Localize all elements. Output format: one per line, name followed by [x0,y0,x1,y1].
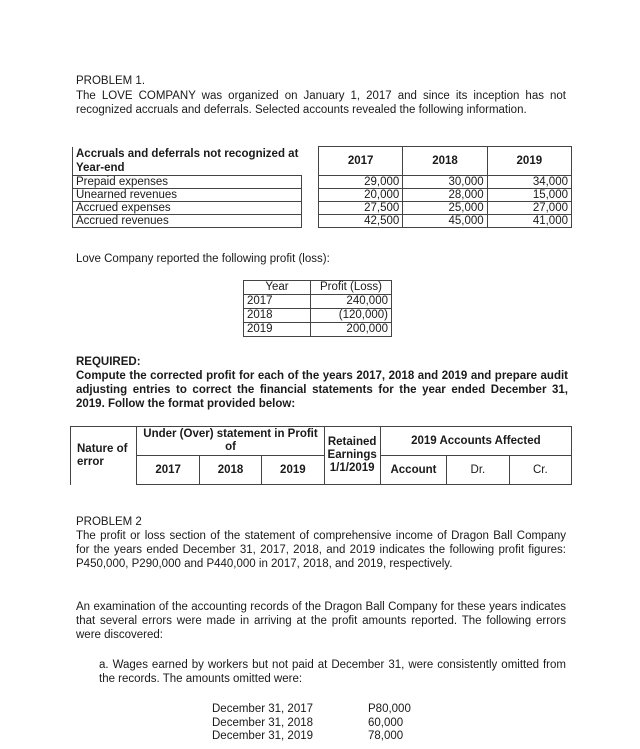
accruals-table-header [73,147,572,176]
cell-value: 42,500 [319,215,403,228]
problem2-title: PROBLEM 2 [76,516,142,528]
list-item: P80,000 [368,703,411,715]
year-header: 2019 [487,147,571,176]
debit-header: Dr. [447,456,509,485]
accruals-table [72,146,572,228]
omitted-dates [212,703,313,744]
year-header: 2017 [319,147,403,176]
required-label: REQUIRED: [76,356,141,368]
table-row [244,323,392,337]
cell-value: 20,000 [319,189,403,202]
table-row [244,295,392,309]
row-label: Prepaid expenses [73,176,302,189]
nature-of-error-header: Nature of error [71,427,137,485]
cell-value: 25,000 [403,202,487,215]
cell-value: 27,000 [487,202,571,215]
profit-table [243,280,392,337]
profit-cell: (120,000) [311,309,392,323]
cell-value: 41,000 [487,215,571,228]
problem2-para2: An examination of the accounting records of the Dragon Ball Company for these years indicates that several errors were made in arriving at the profit amounts reported. The following errors were discovered: [76,601,566,641]
credit-header: Cr. [509,456,571,485]
list-item: 60,000 [368,716,404,729]
cell-value: 27,500 [319,202,403,215]
row-label: Accrued expenses [73,202,302,215]
year-column-header: Year [244,281,311,295]
list-item: 78,000 [368,730,404,742]
year-header: 2018 [199,456,261,485]
year-header: 2017 [137,456,199,485]
row-label: Unearned revenues [73,189,302,202]
cell-value: 30,000 [403,176,487,189]
profit-intro: Love Company reported the following profit (loss): [76,253,330,265]
omitted-amounts [368,703,411,744]
account-header: Account [380,456,446,485]
table-row [244,309,392,323]
problem1-title: PROBLEM 1. [76,75,146,87]
accounts-affected-header: 2019 Accounts Affected [380,427,571,456]
year-cell: 2019 [244,323,311,337]
under-over-header: Under (Over) statement in Profit of [137,427,324,456]
profit-column-header: Profit (Loss) [311,281,392,295]
year-header: 2019 [262,456,324,485]
year-header: 2018 [403,147,487,176]
year-cell: 2018 [244,309,311,323]
table-row [73,176,572,189]
cell-value: 45,000 [403,215,487,228]
cell-value: 15,000 [487,189,571,202]
list-item: December 31, 2019 [212,730,314,742]
cell-value: 34,000 [487,176,571,189]
problem2-para1: The profit or loss section of the statement of comprehensive income of Dragon Ball Company for the years ended December 31, 2017, 2018, and 2019 indicates the following profit figures: P450,000, P290,000 and P440,000 in 2017, 2018, and 2019, respectively. [76,530,566,570]
problem2-item-a: a. Wages earned by workers but not paid at December 31, were consistently omitted from the records. The amounts omitted were: [99,659,566,685]
retained-earnings-header: Retained Earnings 1/1/2019 [324,427,380,485]
profit-cell: 200,000 [311,323,392,337]
problem1-intro: The LOVE COMPANY was organized on January 1, 2017 and since its inception has not recognized accruals and deferrals. Selected accounts revealed the following information. [76,90,566,116]
profit-cell: 240,000 [311,295,392,309]
cell-value: 28,000 [403,189,487,202]
year-cell: 2017 [244,295,311,309]
profit-table-header [244,281,392,295]
table-row [73,202,572,215]
format-table [70,426,572,485]
row-label: Accrued revenues [73,215,302,228]
list-item: December 31, 2017 [212,703,314,715]
cell-value: 29,000 [319,176,403,189]
list-item: December 31, 2018 [212,716,314,729]
table-row [73,189,572,202]
table-row [73,215,572,228]
required-text: Compute the corrected profit for each of the years 2017, 2018 and 2019 and prepare audit adjusting entries to correct the financial statements for the year ended December 31, 2019. Follow the format provided below: [76,370,568,410]
accruals-header-label: Accruals and deferrals not recognized at Year-end [73,147,302,176]
